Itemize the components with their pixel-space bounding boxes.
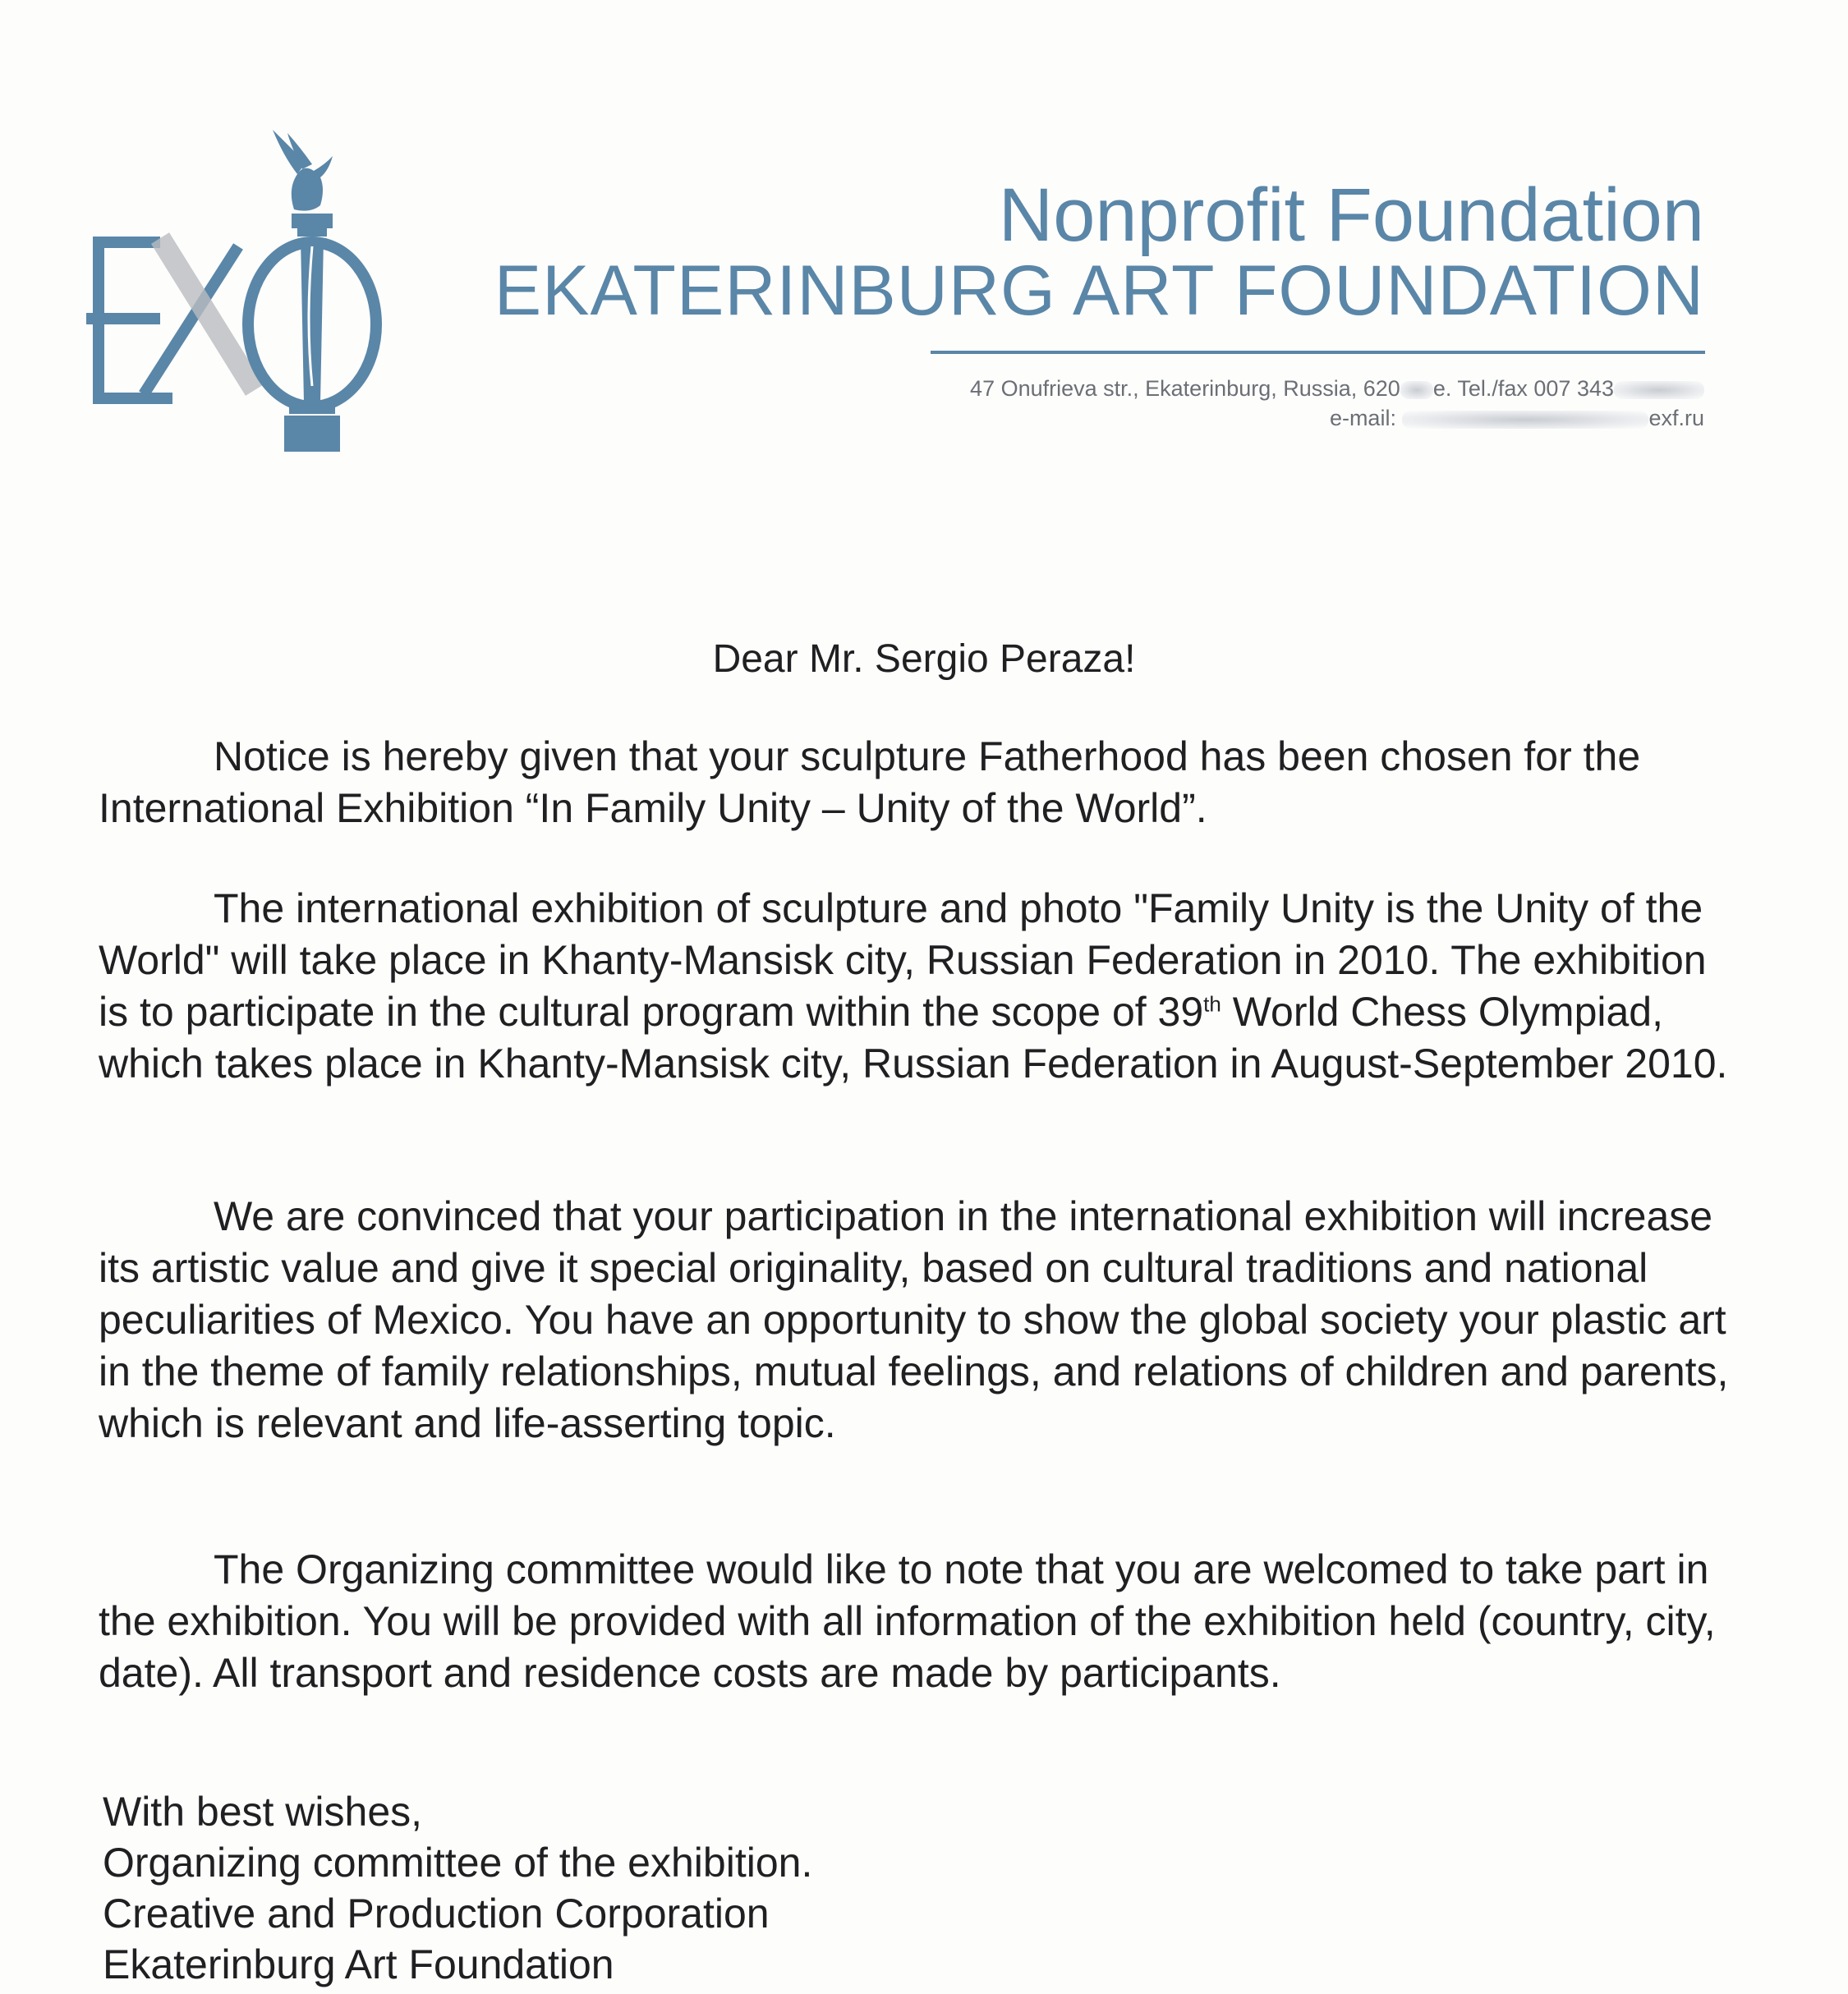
email-line (970, 403, 1704, 433)
org-subtitle: Nonprofit Foundation (998, 173, 1704, 257)
logo-letter-x (144, 238, 255, 394)
paragraph-2 (99, 883, 1741, 1090)
paragraph-1-text: Notice is hereby given that your sculpture Fatherhood has been chosen for the International Exhibition “In Family Unity – Unity of the World”. (99, 733, 1641, 831)
paragraph-2-part-b: World Chess Olympiad, which takes place in Khanty-Mansisk city, Russian Federation in August-September 2010. (99, 989, 1728, 1087)
paragraph-4-text: The Organizing committee would like to note that you are welcomed to take part in the exhibition. You will be provided with all information of the exhibition held (country, city, date). All transport and residence costs are made by participants. (99, 1546, 1716, 1696)
contact-block (970, 374, 1704, 433)
closing-block (103, 1786, 812, 1990)
paragraph-2-part-a: The international exhibition of sculpture and photo "Family Unity is the Unity of the World" will take place in Khanty-Mansisk city, Russian Federation in 2010. The exhibition is to participate in the cultural program within the scope of 39 (99, 885, 1707, 1035)
closing-line: Organizing committee of the exhibition. (103, 1840, 813, 1886)
paragraph-3 (99, 1191, 1741, 1450)
foundation-logo (82, 123, 427, 468)
paragraph-1 (99, 731, 1741, 834)
email-label: e-mail: (1329, 406, 1396, 430)
address-text: 47 Onufrieva str., Ekaterinburg, Russia, 620 (970, 376, 1400, 401)
header-divider (931, 351, 1705, 354)
paragraph-2-text (99, 883, 1741, 1090)
redacted-mark (1402, 411, 1648, 429)
redacted-mark (1400, 381, 1433, 399)
redacted-mark (1614, 381, 1704, 399)
closing-line: Creative and Production Corporation (103, 1891, 770, 1937)
closing-line: With best wishes, (103, 1789, 423, 1835)
ordinal-suffix: th (1203, 991, 1221, 1017)
paragraph-3-text: We are convinced that your participation in the international exhibition will increase its artistic value and give it special originality, based on cultural traditions and national peculiarities of Mexico. You have an opportunity to show the global society your plastic art in the theme of family relationships, mutual feelings, and relations of children and parents, which is relevant and life-asserting topic. (99, 1193, 1729, 1446)
org-name: EKATERINBURG ART FOUNDATION (494, 251, 1704, 330)
phone-text: e. Tel./fax 007 343 (1432, 376, 1614, 401)
paragraph-4 (99, 1544, 1758, 1699)
closing-line: Ekaterinburg Art Foundation (103, 1941, 614, 1987)
salutation: Dear Mr. Sergio Peraza! (712, 637, 1136, 681)
email-domain: exf.ru (1648, 406, 1704, 430)
address-line (970, 374, 1704, 403)
logo-winged-figure (273, 130, 333, 211)
